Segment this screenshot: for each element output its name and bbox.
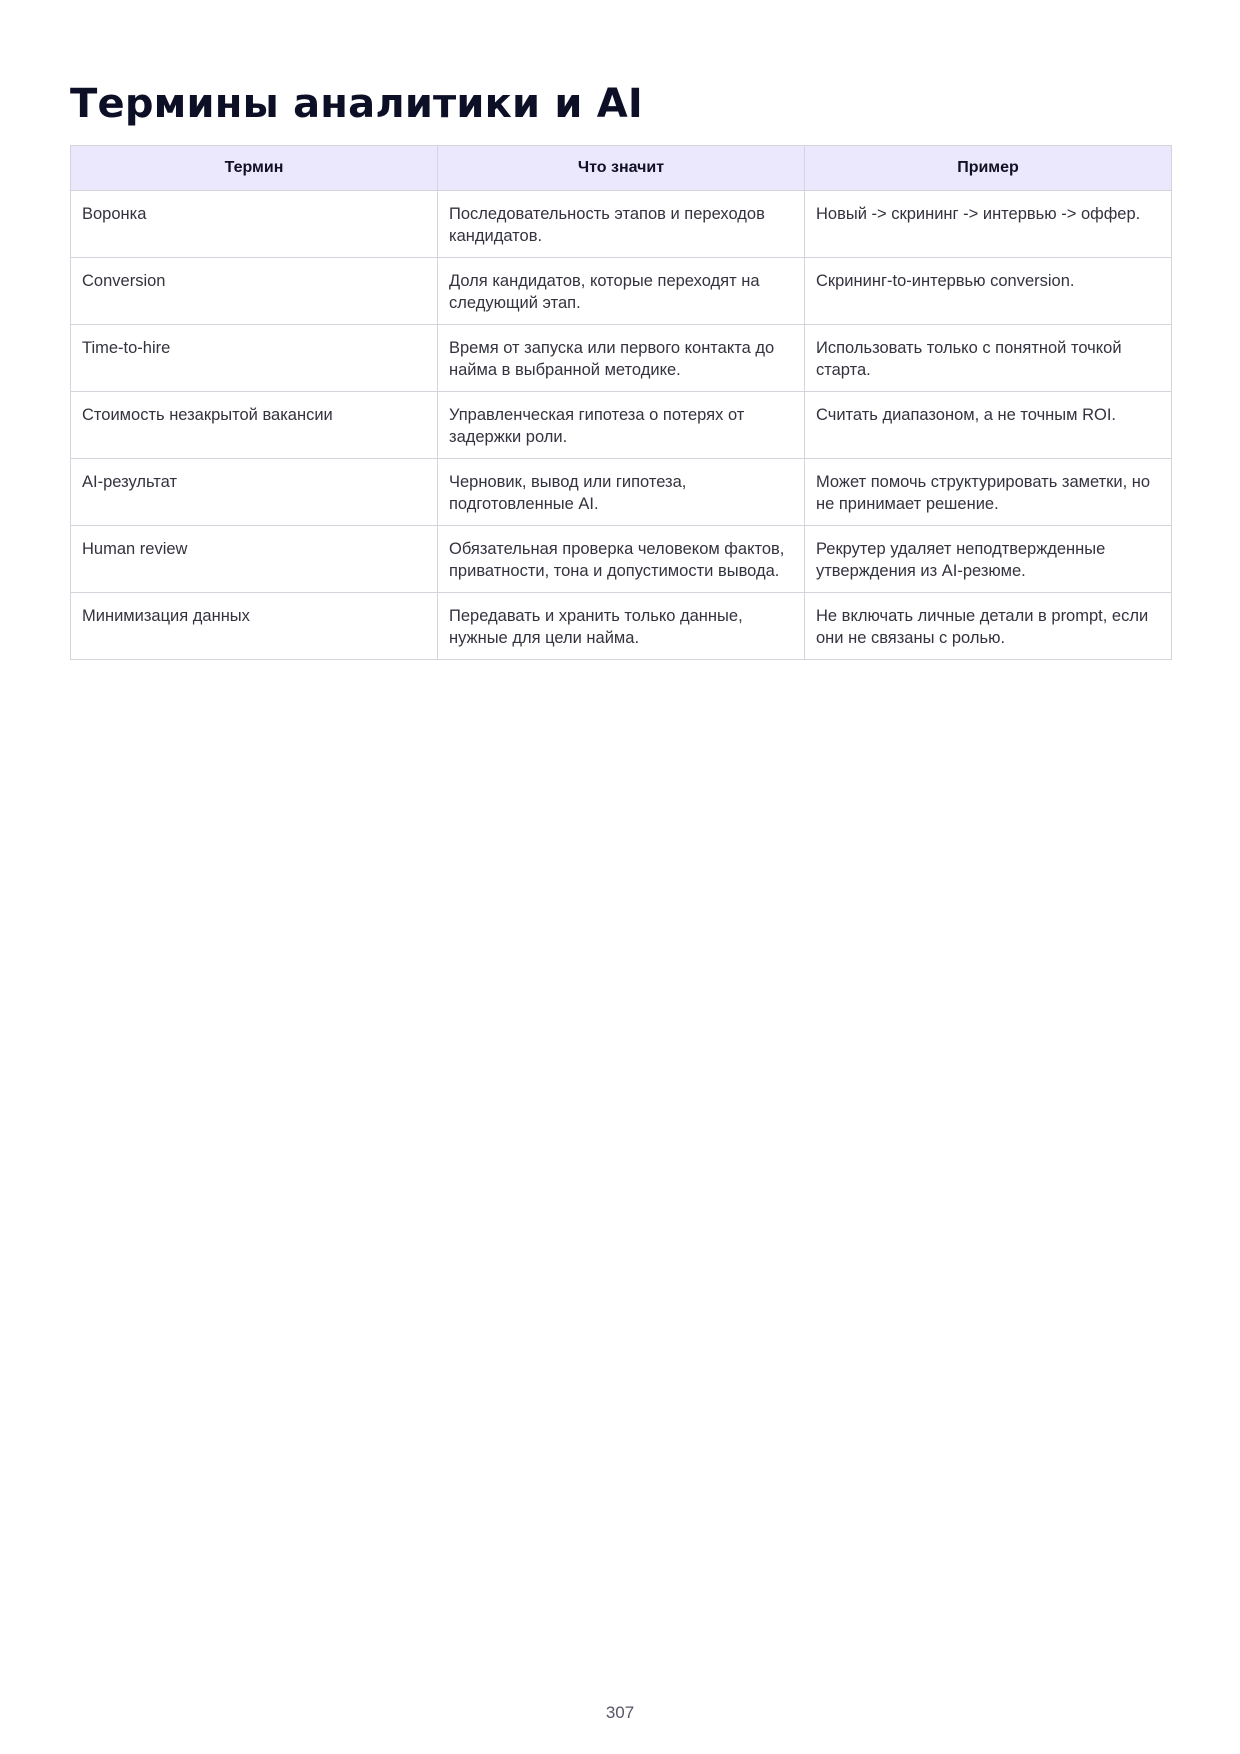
example-cell: Новый -> скрининг -> интервью -> оффер. — [805, 191, 1172, 258]
table-row — [71, 258, 1172, 325]
meaning-cell: Обязательная проверка человеком фактов, приватности, тона и допустимости вывода. — [438, 526, 805, 593]
meaning-cell: Время от запуска или первого контакта до найма в выбранной методике. — [438, 325, 805, 392]
term-cell: Стоимость незакрытой вакансии — [71, 392, 438, 459]
table-row — [71, 191, 1172, 258]
meaning-cell: Последовательность этапов и переходов кандидатов. — [438, 191, 805, 258]
term-cell: Воронка — [71, 191, 438, 258]
table-header-row — [71, 146, 1172, 191]
page-number: 307 — [605, 1703, 635, 1722]
page-title: Термины аналитики и AI — [70, 81, 643, 127]
table-row — [71, 459, 1172, 526]
example-cell: Использовать только с понятной точкой старта. — [805, 325, 1172, 392]
term-cell: Минимизация данных — [71, 593, 438, 660]
header-meaning: Что значит — [438, 146, 805, 191]
example-cell: Рекрутер удаляет неподтвержденные утверждения из AI-резюме. — [805, 526, 1172, 593]
table-body — [71, 191, 1172, 660]
term-cell: Time-to-hire — [71, 325, 438, 392]
example-cell: Может помочь структурировать заметки, но не принимает решение. — [805, 459, 1172, 526]
header-term: Термин — [71, 146, 438, 191]
example-cell: Считать диапазоном, а не точным ROI. — [805, 392, 1172, 459]
table-row — [71, 526, 1172, 593]
meaning-cell: Передавать и хранить только данные, нужные для цели найма. — [438, 593, 805, 660]
meaning-cell: Доля кандидатов, которые переходят на следующий этап. — [438, 258, 805, 325]
header-example: Пример — [805, 146, 1172, 191]
term-cell: Human review — [71, 526, 438, 593]
meaning-cell: Черновик, вывод или гипотеза, подготовленные AI. — [438, 459, 805, 526]
example-cell: Скрининг-to-интервью conversion. — [805, 258, 1172, 325]
term-cell: AI-результат — [71, 459, 438, 526]
glossary-table — [70, 145, 1172, 660]
meaning-cell: Управленческая гипотеза о потерях от задержки роли. — [438, 392, 805, 459]
table-row — [71, 593, 1172, 660]
table-row — [71, 392, 1172, 459]
table-header — [71, 146, 1172, 191]
example-cell: Не включать личные детали в prompt, если они не связаны с ролью. — [805, 593, 1172, 660]
term-cell: Conversion — [71, 258, 438, 325]
table-row — [71, 325, 1172, 392]
